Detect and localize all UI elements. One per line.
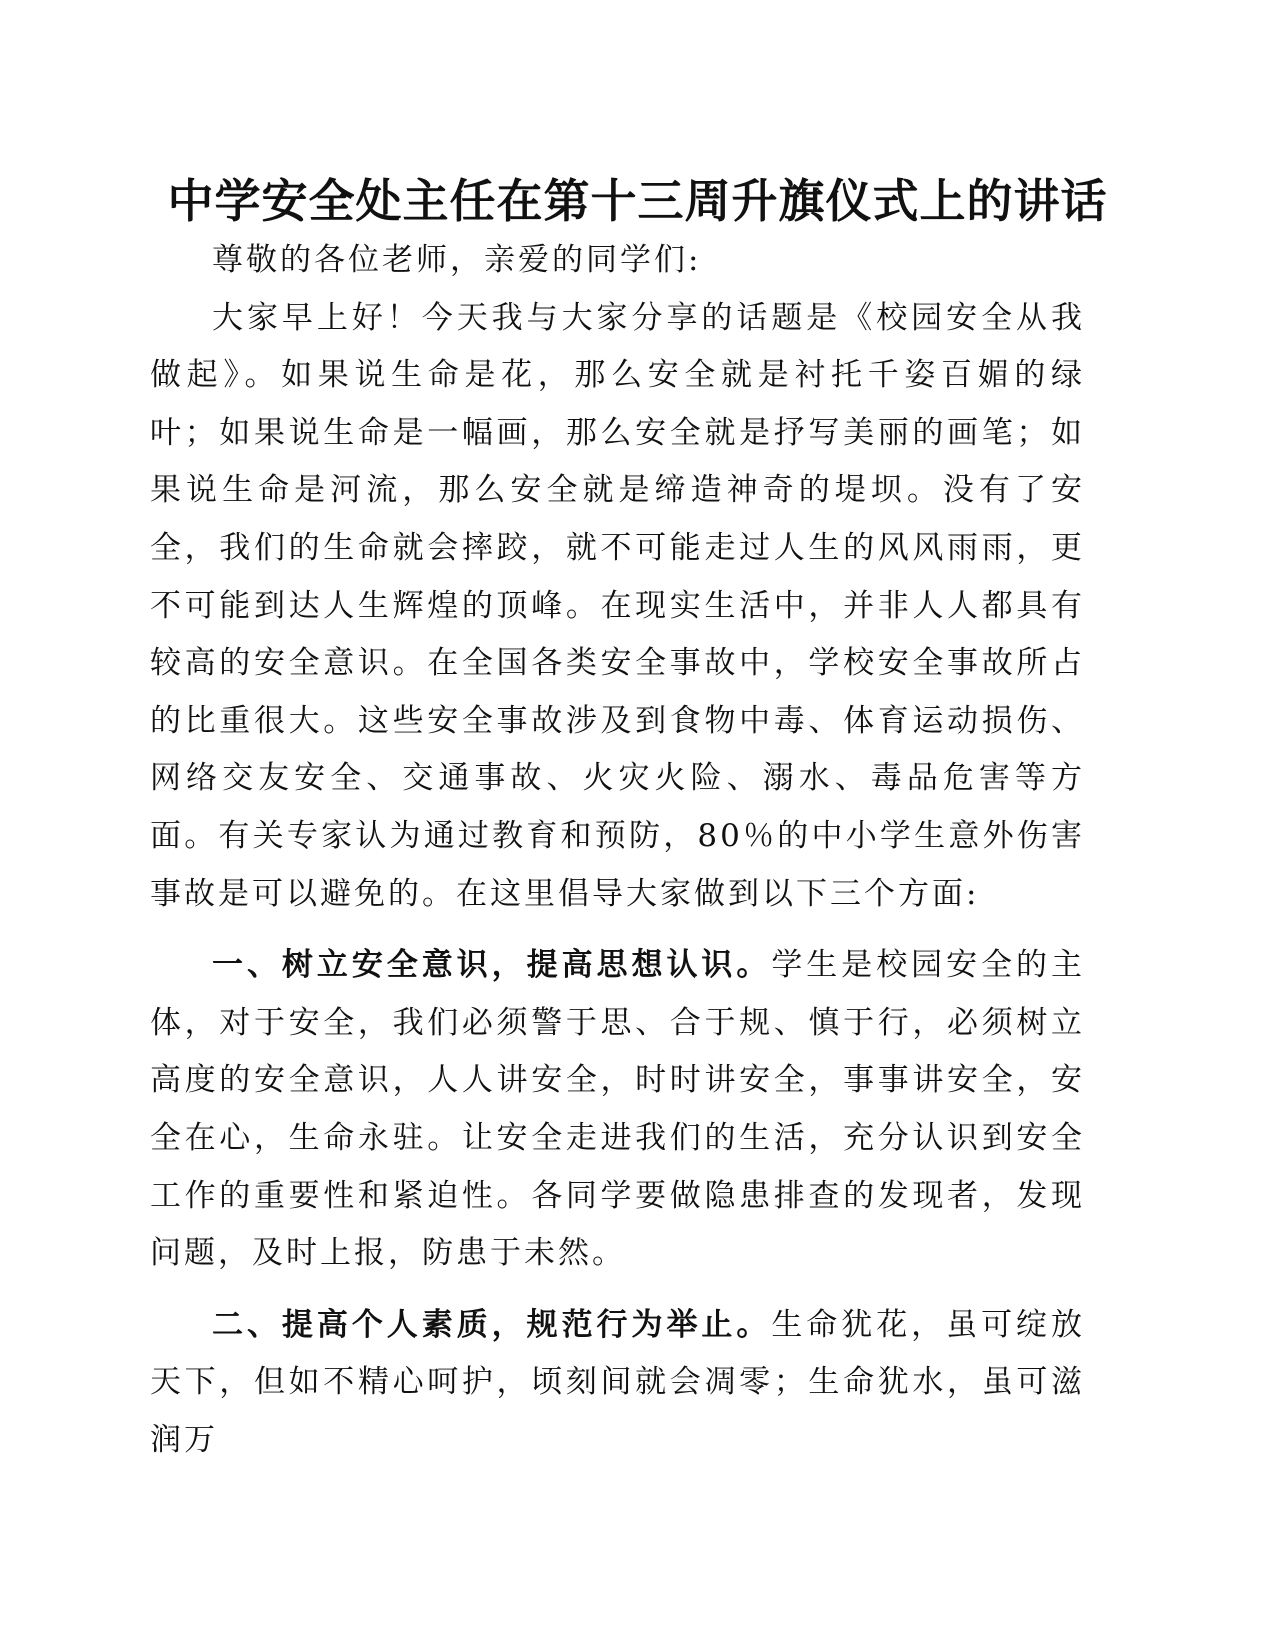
section-1-text: 学生是校园安全的主体，对于安全，我们必须警于思、合于规、慎于行，必须树立高度的安全意识，人人讲安全，时时讲安全，事事讲安全，安全在心，生命永驻。让安全走进我们的生活，充分认识到安全工作的重要性和紧迫性。各同学要做隐患排查的发现者，发现问题，及时上报，防患于未然。 bbox=[150, 947, 1086, 1272]
section-1-heading: 一、树立安全意识，提高思想认识。 bbox=[212, 947, 772, 984]
salutation: 尊敬的各位老师，亲爱的同学们: bbox=[212, 242, 702, 278]
intro-paragraph: 大家早上好！今天我与大家分享的话题是《校园安全从我做起》。如果说生命是花，那么安全就是衬托千姿百媚的绿叶；如果说生命是一幅画，那么安全就是抒写美丽的画笔；如果说生命是河流，那么安全就是缔造神奇的堤坝。没有了安全，我们的生命就会摔跤，就不可能走过人生的风风雨雨，更不可能到达人生辉煌的顶峰。在现实生活中，并非人人都具有较高的安全意识。在全国各类安全事故中，学校安全事故所占的比重很大。这些安全事故涉及到食物中毒、体育运动损伤、网络交友安全、交通事故、火灾火险、溺水、毒品危害等方面。有关专家认为通过教育和预防，80％的中小学生意外伤害事故是可以避免的。在这里倡导大家做到以下三个方面: bbox=[150, 299, 1085, 912]
document-body bbox=[150, 232, 1085, 1469]
document-title: 中学安全处主任在第十三周升旗仪式上的讲话 bbox=[167, 174, 1108, 228]
section-2-heading: 二、提高个人素质，规范行为举止。 bbox=[212, 1306, 772, 1343]
section-2-paragraph bbox=[150, 1297, 1085, 1470]
section-2-text: 生命犹花，虽可绽放天下，但如不精心呵护，顷刻间就会凋零；生命犹水，虽可滋润万 bbox=[150, 1306, 1086, 1458]
section-1-paragraph bbox=[150, 937, 1085, 1283]
